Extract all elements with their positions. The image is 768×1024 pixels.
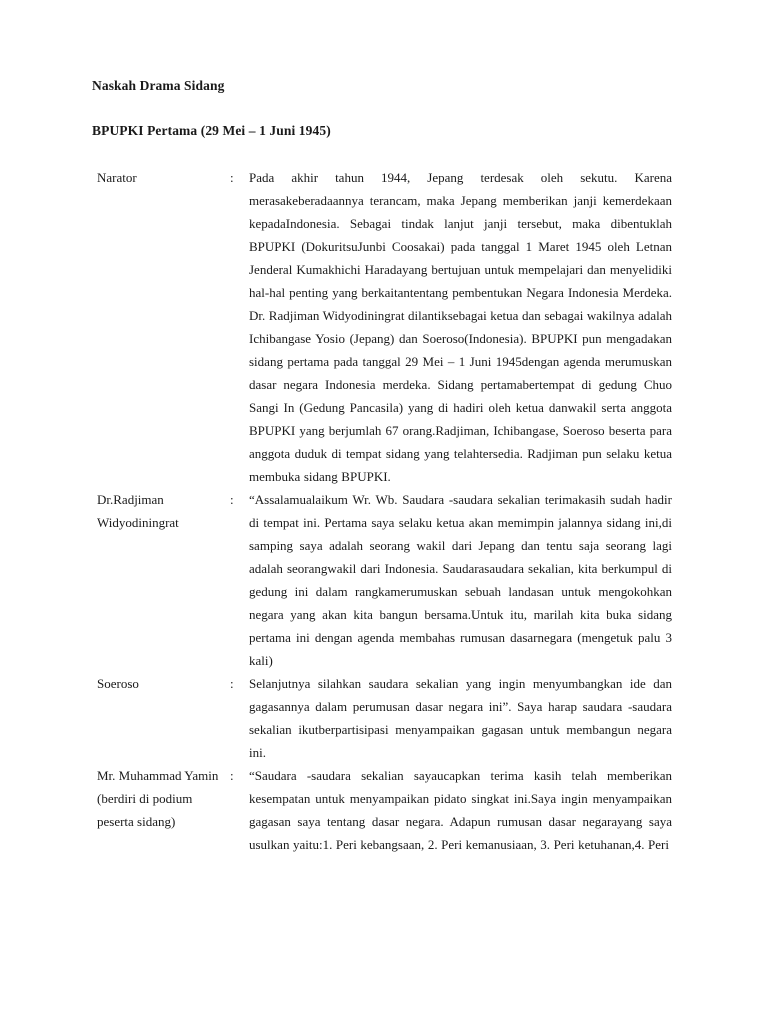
dialogue-text: Pada akhir tahun 1944, Jepang terdesak oleh sekutu. Karena merasakeberadaannya terancam, maka Jepang memberikan janji kemerdekaan kepadaIndonesia. Sebagai tindak lanjut janji tersebut, maka dibentuklah BPUPKI (DokuritsuJunbi Coosakai) pada tanggal 1 Maret 1945 oleh Letnan Jenderal Kumakhichi Haradayang bertujuan untuk mempelajari dan menyelidiki hal-hal penting yang berkaitantentang pembentukan Negara Indonesia Merdeka. Dr. Radjiman Widyodiningrat dilantiksebagai ketua dan sebagai wakilnya adalah Ichibangase Yosio (Jepang) dan Soeroso(Indonesia). BPUPKI pun mengadakan sidang pertama pada tanggal 29 Mei – 1 Juni 1945dengan agenda merumuskan dasar negara Indonesia merdeka. Sidang pertamabertempat di gedung Chuo Sangi In (Gedung Pancasila) yang di hadiri oleh ketua danwakil serta anggota BPUPKI yang berjumlah 67 orang.Radjiman, Ichibangase, Soeroso beserta para anggota duduk di tempat sidang yang telahtersedia. Radjiman pun selaku ketua membuka sidang BPUPKI. [249,170,672,484]
dialogue-text: “Saudara -saudara sekalian sayaucapkan terima kasih telah memberikan kesempatan untuk menyampaikan pidato singkat ini.Saya ingin menyampaikan gagasan saya tentang dasar negara. Adapun rumusan dasar negarayang saya usulkan yaitu:1. Peri kebangsaan, 2. Peri kemanusiaan, 3. Peri ketuhanan,4. Peri [249,768,672,852]
speaker-name: Dr.Radjiman Widyodiningrat [97,492,179,530]
dialogue-text: “Assalamualaikum Wr. Wb. Saudara -saudara sekalian terimakasih sudah hadir di tempat ini. Pertama saya selaku ketua akan memimpin jalannya sidang ini,di samping saya adalah seorang wakil dari Jepang dan tentu saja seorang lagi adalah seorangwakil dari Indonesia. Saudarasaudara sekalian, kita berkumpul di gedung ini dalam rangkamerumuskan sebuah landasan untuk mengokohkan negara yang akan kita bangun bersama.Untuk itu, marilah kita buka sidang pertama ini dengan agenda membahas rumusan dasarnegara (mengetuk palu 3 kali) [249,492,672,668]
script-body [97,166,672,856]
dialogue-entry-narator [97,166,672,488]
speaker-name: Mr. Muhammad Yamin (berdiri di podium peserta sidang) [97,768,219,829]
dialogue-entry-yamin [97,764,672,856]
speaker-separator: : [230,676,234,691]
document-title: Naskah Drama Sidang [92,78,225,93]
dialogue-entry-radjiman [97,488,672,672]
speaker-name: Soeroso [97,676,139,691]
speaker-separator: : [230,492,234,507]
dialogue-entry-soeroso [97,672,672,764]
speaker-separator: : [230,170,234,185]
dialogue-text: Selanjutnya silahkan saudara sekalian yang ingin menyumbangkan ide dan gagasannya dalam perumusan dasar negara ini”. Saya harap saudara -saudara sekalian ikutberpartisipasi menyampaikan gagasan untuk membangun negara ini. [249,676,672,760]
speaker-separator: : [230,768,234,783]
document-subtitle: BPUPKI Pertama (29 Mei – 1 Juni 1945) [92,123,331,138]
speaker-name: Narator [97,170,137,185]
